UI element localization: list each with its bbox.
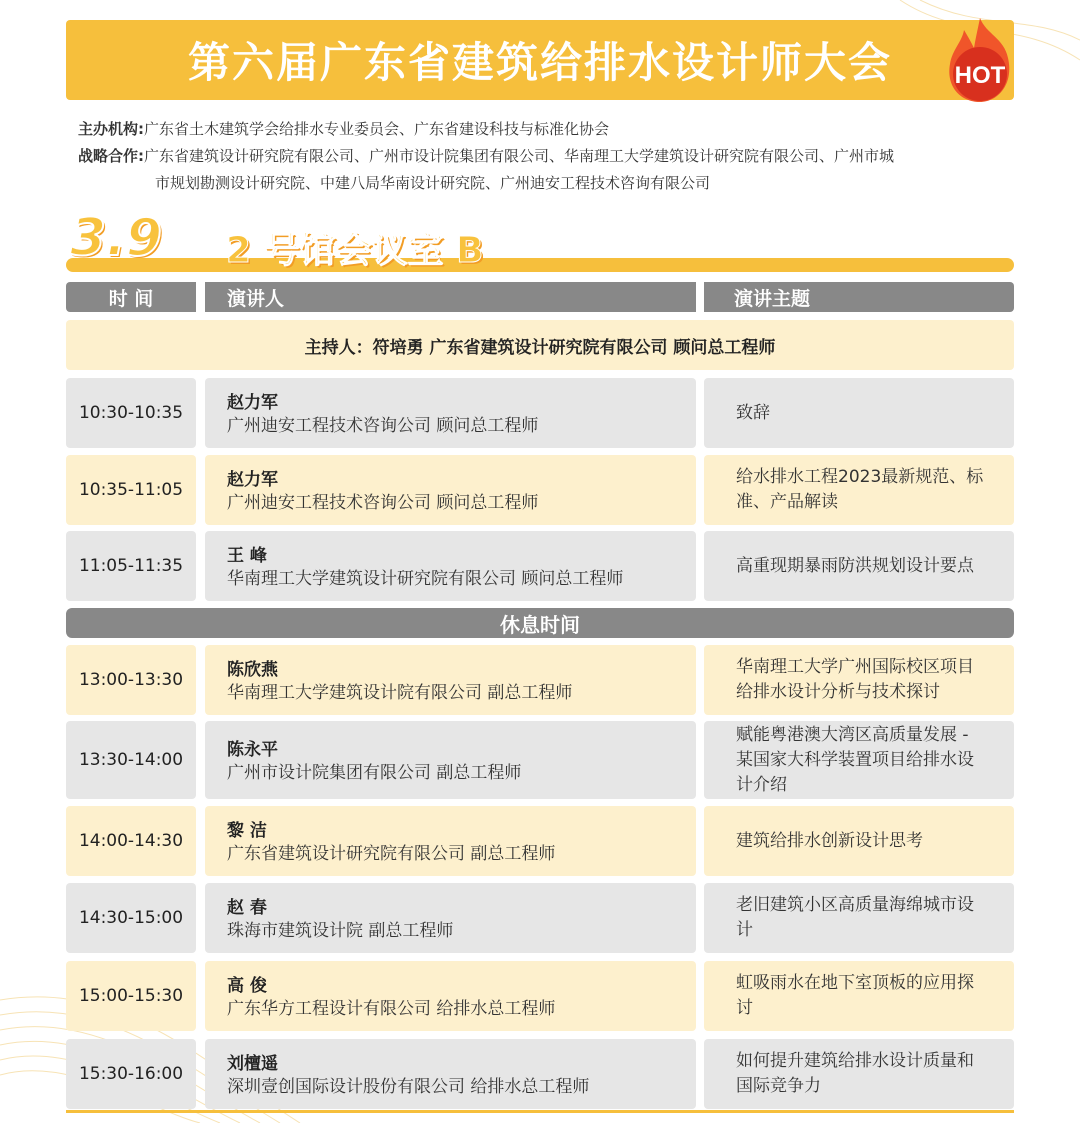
strategic-partners-label: 战略合作: (78, 147, 144, 165)
topic-cell: 赋能粤港澳大湾区高质量发展 - 某国家大科学装置项目给排水设计介绍 (704, 721, 1014, 799)
speaker-name: 陈永平 (227, 740, 278, 760)
speaker-org: 深圳壹创国际设计股份有限公司 给排水总工程师 (227, 1077, 590, 1097)
date-underline-bar (66, 258, 1014, 272)
title-banner (66, 20, 1014, 100)
topic-cell: 虹吸雨水在地下室顶板的应用探讨 (704, 961, 1014, 1031)
header-speaker: 演讲人 (205, 282, 696, 312)
speaker-cell (205, 721, 696, 799)
hot-badge-text: HOT (954, 62, 1006, 89)
topic-cell: 建筑给排水创新设计思考 (704, 806, 1014, 876)
speaker-name: 黎 洁 (227, 821, 267, 841)
header-time: 时 间 (66, 282, 196, 312)
speaker-org: 华南理工大学建筑设计研究院有限公司 顾问总工程师 (227, 569, 624, 589)
topic-cell: 致辞 (704, 378, 1014, 448)
topic-cell: 高重现期暴雨防洪规划设计要点 (704, 531, 1014, 601)
speaker-name: 赵 春 (227, 898, 267, 918)
speaker-org: 广州迪安工程技术咨询公司 顾问总工程师 (227, 493, 539, 513)
speaker-cell (205, 645, 696, 715)
topic-cell: 给水排水工程2023最新规范、标准、产品解读 (704, 455, 1014, 525)
speaker-org: 广州迪安工程技术咨询公司 顾问总工程师 (227, 416, 539, 436)
speaker-org: 广东华方工程设计有限公司 给排水总工程师 (227, 999, 556, 1019)
host-organizer-label: 主办机构: (78, 120, 144, 138)
session-date: 3.9 (70, 208, 163, 268)
speaker-cell (205, 883, 696, 953)
speaker-org: 广州市设计院集团有限公司 副总工程师 (227, 763, 522, 783)
bottom-divider (66, 1110, 1014, 1113)
time-cell: 14:30-15:00 (66, 883, 196, 953)
time-cell: 14:00-14:30 (66, 806, 196, 876)
speaker-name: 刘檀遥 (227, 1054, 278, 1074)
time-cell: 15:30-16:00 (66, 1039, 196, 1109)
speaker-org: 华南理工大学建筑设计院有限公司 副总工程师 (227, 683, 573, 703)
strategic-partners-value-line2: 市规划勘测设计研究院、中建八局华南设计研究院、广州迪安工程技术咨询有限公司 (155, 174, 711, 192)
moderator-row: 主持人：符培勇 广东省建筑设计研究院有限公司 顾问总工程师 (66, 320, 1014, 370)
time-cell: 13:00-13:30 (66, 645, 196, 715)
time-cell: 10:35-11:05 (66, 455, 196, 525)
speaker-name: 赵力军 (227, 393, 278, 413)
hot-flame-icon (942, 14, 1018, 106)
speaker-name: 王 峰 (227, 546, 267, 566)
conference-title: 第六届广东省建筑给排水设计师大会 (187, 38, 892, 87)
host-organizer (78, 116, 609, 143)
session-venue: 2 号馆会议室 B (226, 230, 484, 271)
speaker-name: 高 俊 (227, 976, 267, 996)
speaker-name: 赵力军 (227, 470, 278, 490)
host-organizer-value: 广东省土木建筑学会给排水专业委员会、广东省建设科技与标准化协会 (144, 120, 610, 138)
time-cell: 10:30-10:35 (66, 378, 196, 448)
time-cell: 13:30-14:00 (66, 721, 196, 799)
speaker-cell (205, 961, 696, 1031)
speaker-cell (205, 378, 696, 448)
header-topic: 演讲主题 (704, 282, 1014, 312)
topic-cell: 华南理工大学广州国际校区项目给排水设计分析与技术探讨 (704, 645, 1014, 715)
time-cell: 15:00-15:30 (66, 961, 196, 1031)
topic-cell: 如何提升建筑给排水设计质量和国际竞争力 (704, 1039, 1014, 1109)
speaker-name: 陈欣燕 (227, 660, 278, 680)
speaker-cell (205, 1039, 696, 1109)
strategic-partners (78, 143, 998, 197)
speaker-cell (205, 455, 696, 525)
speaker-cell (205, 806, 696, 876)
time-cell: 11:05-11:35 (66, 531, 196, 601)
strategic-partners-value-line1: 广东省建筑设计研究院有限公司、广州市设计院集团有限公司、华南理工大学建筑设计研究院有限公司、广州市城 (144, 147, 895, 165)
speaker-cell (205, 531, 696, 601)
topic-cell: 老旧建筑小区高质量海绵城市设计 (704, 883, 1014, 953)
speaker-org: 珠海市建筑设计院 副总工程师 (227, 921, 454, 941)
break-time-row: 休息时间 (66, 608, 1014, 638)
speaker-org: 广东省建筑设计研究院有限公司 副总工程师 (227, 844, 556, 864)
